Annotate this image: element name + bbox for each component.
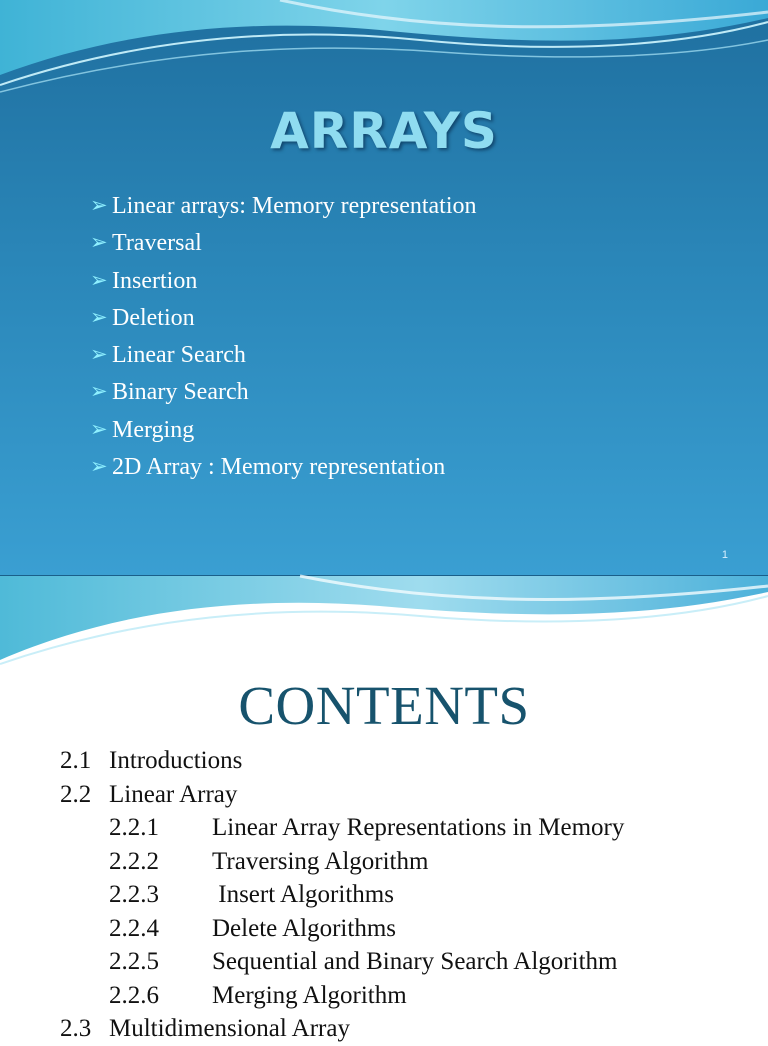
toc-number: 2.2.1 — [109, 814, 159, 841]
list-item — [90, 302, 477, 339]
toc-number: 2.3 — [60, 1015, 92, 1042]
arrow-bullet-icon: ➢ — [90, 342, 108, 367]
toc-text: Multidimensional Array — [109, 1015, 350, 1042]
toc-subitem — [60, 811, 624, 845]
toc-number: 2.2.4 — [109, 914, 159, 942]
list-item — [90, 339, 477, 376]
toc-number: 2.2.3 — [109, 881, 159, 908]
bullet-text: Linear arrays: Memory representation — [112, 193, 477, 219]
list-item — [90, 376, 477, 413]
list-item — [90, 265, 477, 302]
bullet-text: Deletion — [112, 304, 195, 331]
arrow-bullet-icon: ➢ — [90, 304, 108, 329]
bullet-text: Insertion — [112, 267, 198, 294]
wave-decoration — [0, 576, 768, 666]
toc-text: Introductions — [109, 747, 243, 774]
toc-number: 2.2 — [60, 780, 92, 808]
arrow-bullet-icon: ➢ — [90, 416, 108, 441]
arrow-bullet-icon: ➢ — [90, 379, 108, 404]
table-of-contents — [60, 744, 624, 1046]
toc-number: 2.2.2 — [109, 847, 159, 875]
bullet-list — [90, 190, 477, 488]
bullet-text: 2D Array : Memory representation — [112, 454, 446, 481]
toc-subitem — [60, 945, 624, 979]
slide-2 — [0, 576, 768, 1042]
toc-item — [60, 778, 624, 812]
toc-number: 2.1 — [60, 747, 92, 774]
toc-subitem — [60, 878, 624, 912]
slide-title: ARRAYS — [270, 102, 498, 160]
toc-item — [60, 1012, 624, 1046]
toc-text: Traversing Algorithm — [212, 847, 429, 875]
arrow-bullet-icon: ➢ — [90, 454, 108, 479]
bullet-text: Binary Search — [112, 379, 249, 406]
wave-decoration — [0, 0, 768, 95]
arrow-bullet-icon: ➢ — [90, 193, 108, 217]
bullet-text: Traversal — [112, 230, 202, 257]
list-item — [90, 451, 477, 488]
toc-subitem — [60, 979, 624, 1013]
toc-text: Sequential and Binary Search Algorithm — [212, 948, 618, 975]
toc-text: Delete Algorithms — [212, 914, 396, 942]
list-item — [90, 414, 477, 451]
list-item — [90, 227, 477, 264]
toc-number: 2.2.5 — [109, 948, 159, 975]
bullet-text: Linear Search — [112, 342, 246, 369]
slide-title: CONTENTS — [238, 675, 530, 736]
toc-number: 2.2.6 — [109, 981, 159, 1009]
arrow-bullet-icon: ➢ — [90, 267, 108, 292]
toc-subitem — [60, 912, 624, 946]
toc-item — [60, 744, 624, 778]
page-number: 1 — [721, 549, 728, 561]
toc-text: Linear Array Representations in Memory — [212, 814, 625, 841]
arrow-bullet-icon: ➢ — [90, 230, 108, 255]
toc-text: Insert Algorithms — [212, 881, 394, 908]
toc-subitem — [60, 845, 624, 879]
toc-text: Linear Array — [109, 780, 238, 808]
toc-text: Merging Algorithm — [212, 981, 407, 1009]
bullet-text: Merging — [112, 416, 195, 443]
list-item — [90, 190, 477, 227]
